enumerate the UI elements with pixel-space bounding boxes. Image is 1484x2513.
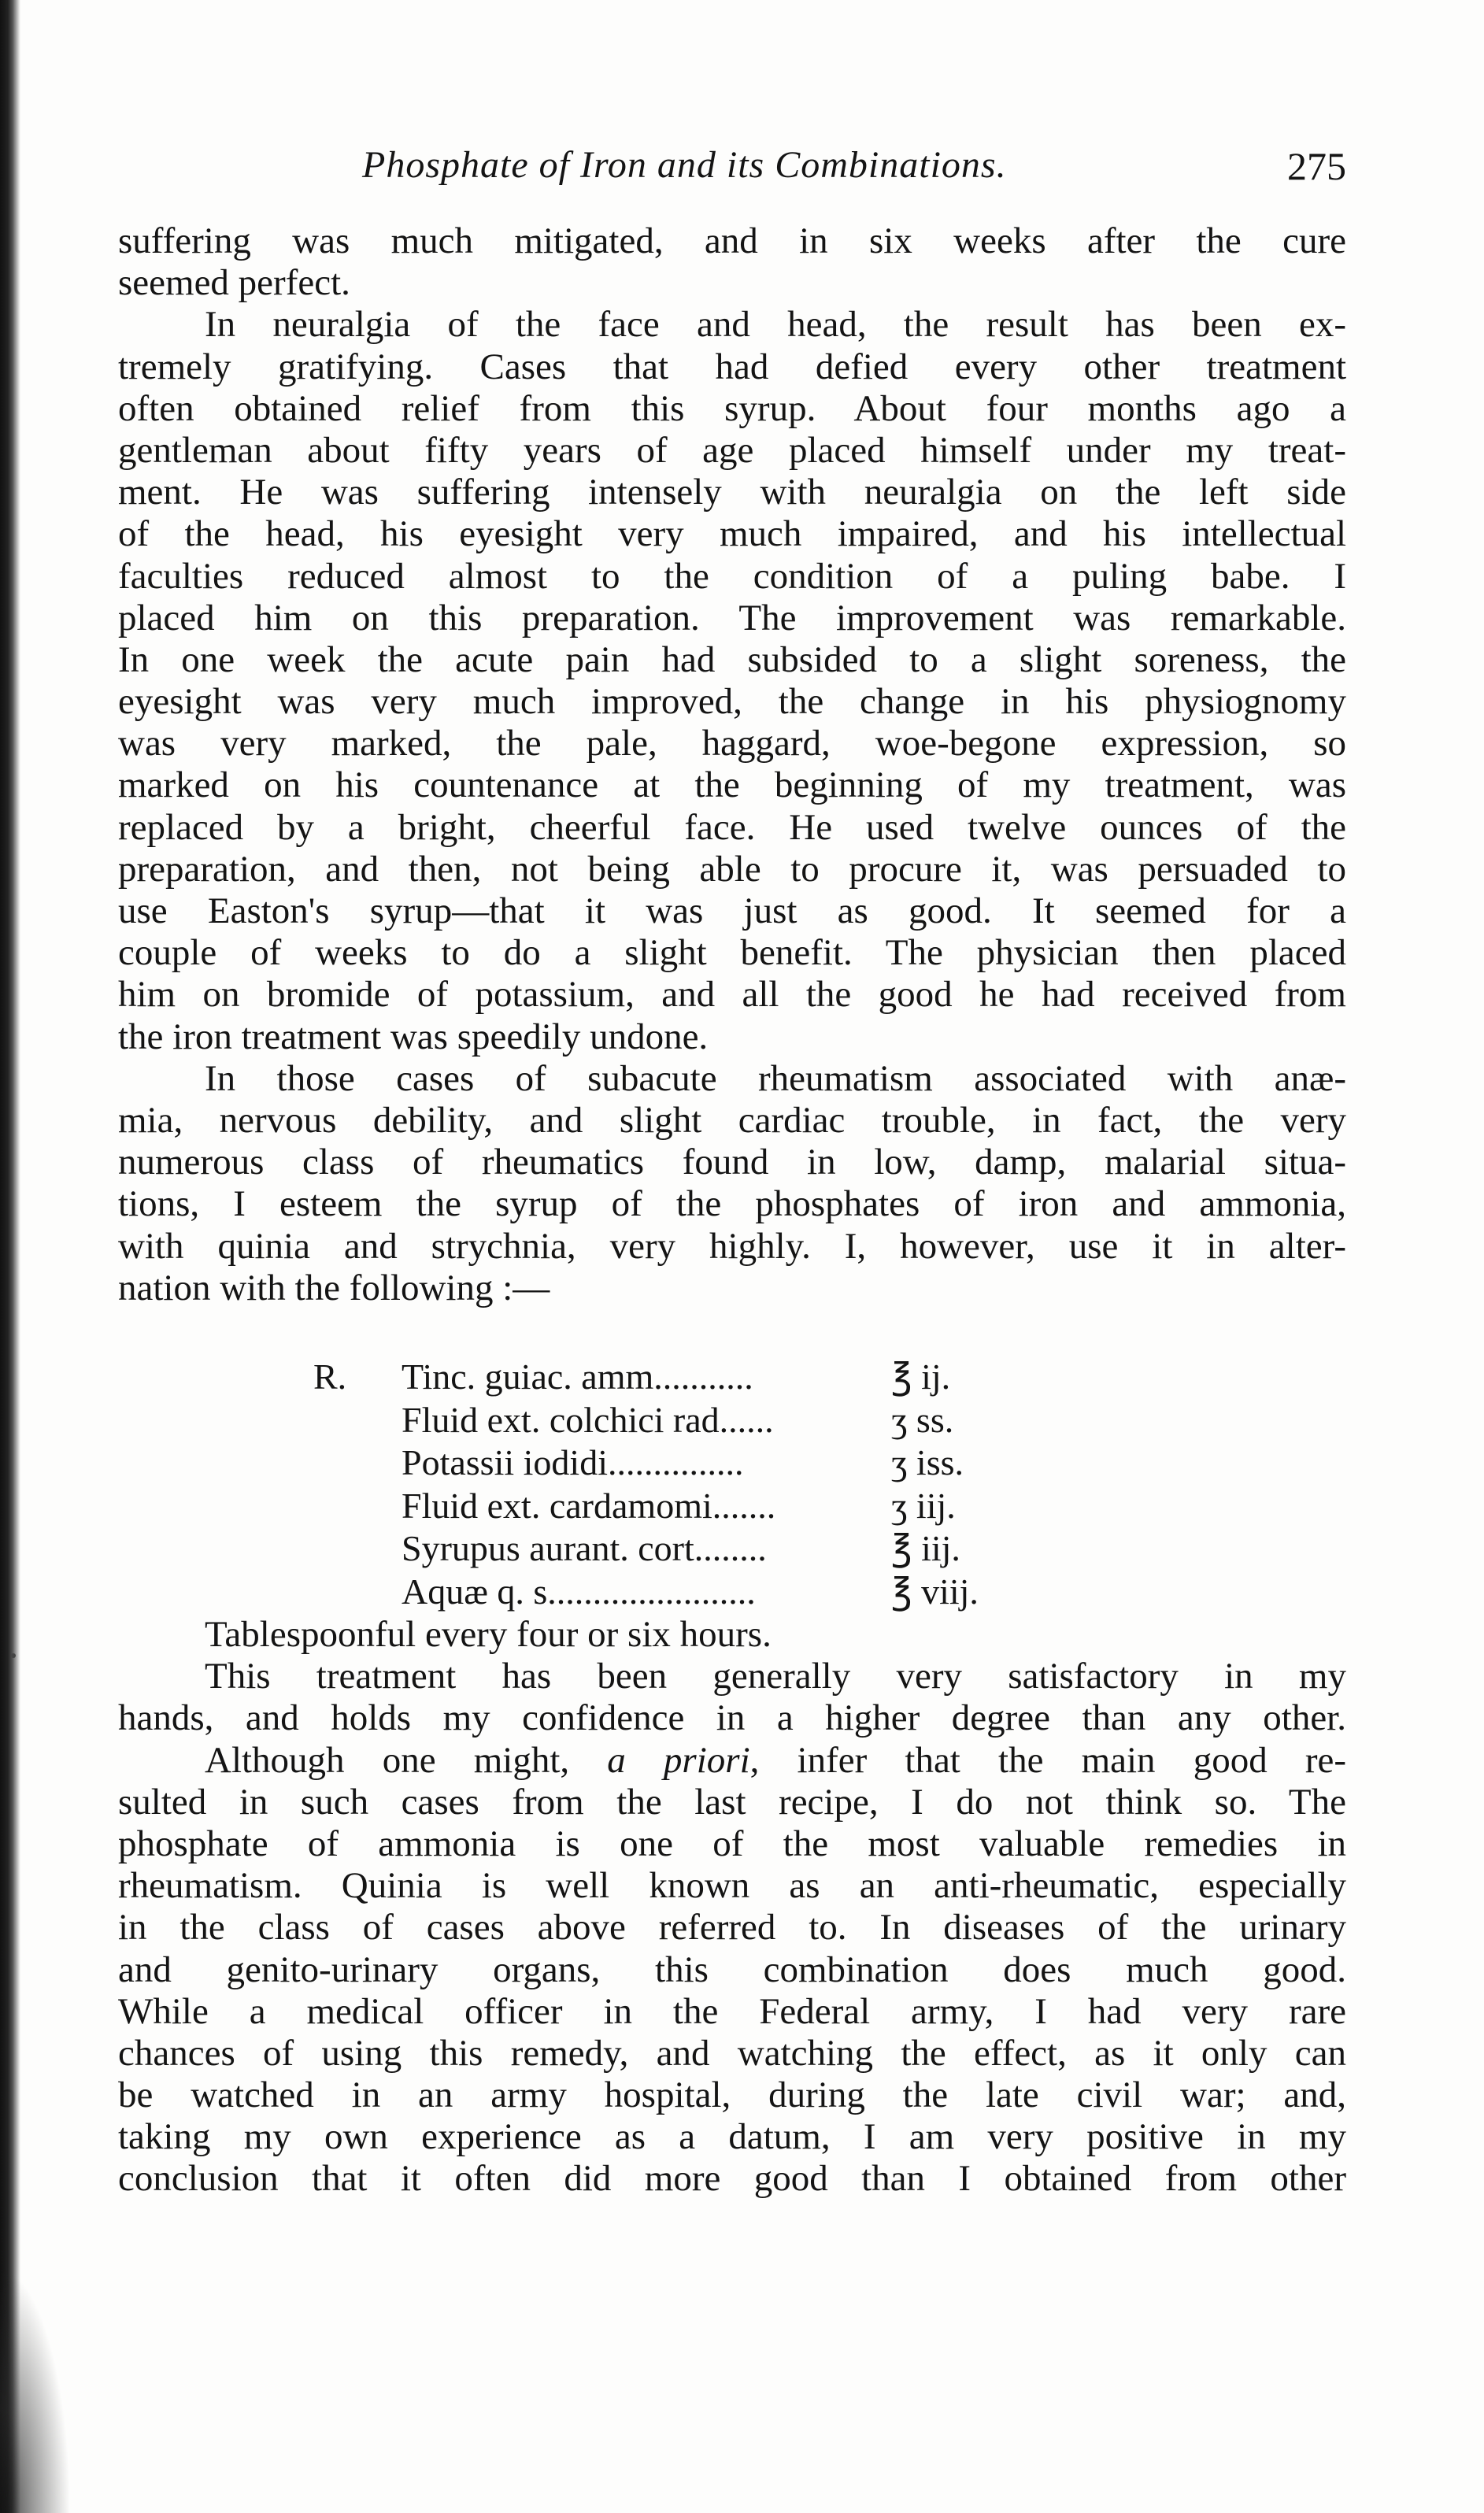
text-line: couple of weeks to do a slight benefit. The physician then placed bbox=[118, 932, 1346, 974]
text-line: sulted in such cases from the last recipe, I do not think so. The bbox=[118, 1781, 1346, 1823]
text-line: ment. He was suffering intensely with neuralgia on the left side bbox=[118, 472, 1346, 513]
text-line: placed him on this preparation. The improvement was remarkable. bbox=[118, 597, 1346, 638]
recipe-ingredient: Fluid ext. cardamomi....... bbox=[402, 1485, 776, 1526]
recipe-row bbox=[313, 1399, 1022, 1442]
recipe-row bbox=[313, 1571, 1022, 1614]
text-line: In neuralgia of the face and head, the result has been ex- bbox=[205, 304, 1346, 346]
text-line: chances of using this remedy, and watching the effect, as it only can bbox=[118, 2032, 1346, 2074]
body-text-top bbox=[118, 220, 1346, 1309]
text-line: seemed perfect. bbox=[118, 262, 350, 304]
recipe bbox=[313, 1356, 1022, 1613]
text-line: with quinia and strychnia, very highly. I, however, use it in alter- bbox=[118, 1225, 1346, 1267]
text-line: nation with the following :— bbox=[118, 1267, 550, 1308]
text-line: often obtained relief from this syrup. About four months ago a bbox=[118, 387, 1346, 429]
body-text-bottom bbox=[118, 1614, 1346, 2200]
text-line: tions, I esteem the syrup of the phosphates of iron and ammonia, bbox=[118, 1183, 1346, 1225]
recipe-dose: ʒ iss. bbox=[891, 1442, 964, 1482]
text-line: him on bromide of potassium, and all the good he had received from bbox=[118, 974, 1346, 1016]
binding-edge bbox=[0, 0, 20, 2513]
recipe-row bbox=[313, 1442, 1022, 1485]
text-line: was very marked, the pale, haggard, woe-begone expression, so bbox=[118, 723, 1346, 764]
text-line: In those cases of subacute rheumatism associated with anæ- bbox=[205, 1057, 1346, 1099]
running-head bbox=[118, 134, 1346, 197]
text-line: hands, and holds my confidence in a higher degree than any other. bbox=[118, 1697, 1346, 1739]
recipe-ingredient: Aquæ q. s....................... bbox=[402, 1571, 756, 1612]
italic-phrase: a priori bbox=[607, 1739, 750, 1781]
text-line: marked on his countenance at the beginning of my treatment, was bbox=[118, 764, 1346, 806]
recipe-ingredient: Fluid ext. colchici rad...... bbox=[402, 1399, 774, 1440]
page-number: 275 bbox=[1287, 144, 1346, 188]
stray-mark bbox=[11, 1653, 16, 1658]
text-line: preparation, and then, not being able to procure it, was persuaded to bbox=[118, 848, 1346, 890]
recipe-row bbox=[313, 1485, 1022, 1528]
text-line: conclusion that it often did more good than I obtained from other bbox=[118, 2158, 1346, 2200]
text-line: numerous class of rheumatics found in low, damp, malarial situa- bbox=[118, 1142, 1346, 1183]
recipe-dose: ʒ ss. bbox=[891, 1399, 954, 1440]
recipe-row bbox=[313, 1356, 1022, 1399]
recipe-dose: ℥ iij. bbox=[891, 1528, 960, 1568]
running-title: Phosphate of Iron and its Combinations. bbox=[362, 144, 1007, 186]
text-line: Tablespoonful every four or six hours. bbox=[205, 1614, 772, 1655]
recipe-ingredient: Potassii iodidi............... bbox=[402, 1442, 744, 1482]
binding-shadow bbox=[0, 2267, 71, 2513]
recipe-dose: ʒ iij. bbox=[891, 1485, 956, 1526]
text-line: taking my own experience as a datum, I am very positive in my bbox=[118, 2116, 1346, 2158]
text-line: faculties reduced almost to the condition of a puling babe. I bbox=[118, 555, 1346, 597]
text-line: Although one might, a priori, infer that the main good re- bbox=[205, 1739, 1346, 1781]
text-line: rheumatism. Quinia is well known as an anti-rheumatic, especially bbox=[118, 1865, 1346, 1907]
text-line: replaced by a bright, cheerful face. He used twelve ounces of the bbox=[118, 806, 1346, 848]
text-line: be watched in an army hospital, during the late civil war; and, bbox=[118, 2074, 1346, 2116]
recipe-ingredient: Syrupus aurant. cort........ bbox=[402, 1528, 767, 1568]
text-line: in the class of cases above referred to. In diseases of the urinary bbox=[118, 1907, 1346, 1949]
text-line: and genito-urinary organs, this combination does much good. bbox=[118, 1949, 1346, 1990]
text-line: While a medical officer in the Federal army, I had very rare bbox=[118, 1990, 1346, 2032]
text-line: This treatment has been generally very satisfactory in my bbox=[205, 1656, 1346, 1697]
text-line: use Easton's syrup—that it was just as good. It seemed for a bbox=[118, 890, 1346, 931]
recipe-row bbox=[313, 1527, 1022, 1571]
text-line: In one week the acute pain had subsided to a slight soreness, the bbox=[118, 638, 1346, 680]
recipe-symbol: R. bbox=[313, 1356, 347, 1397]
text-line: of the head, his eyesight very much impaired, and his intellectual bbox=[118, 513, 1346, 555]
text-line: suffering was much mitigated, and in six weeks after the cure bbox=[118, 220, 1346, 261]
text-line: phosphate of ammonia is one of the most valuable remedies in bbox=[118, 1823, 1346, 1864]
text-line: tremely gratifying. Cases that had defied every other treatment bbox=[118, 346, 1346, 387]
text-line: mia, nervous debility, and slight cardiac trouble, in fact, the very bbox=[118, 1099, 1346, 1141]
text-line: the iron treatment was speedily undone. bbox=[118, 1016, 709, 1057]
recipe-dose: ℥ viij. bbox=[891, 1571, 979, 1612]
text-line: eyesight was very much improved, the change in his physiognomy bbox=[118, 681, 1346, 723]
text-line: gentleman about fifty years of age placed himself under my treat- bbox=[118, 429, 1346, 471]
recipe-ingredient: Tinc. guiac. amm........... bbox=[402, 1356, 753, 1397]
recipe-dose: ℥ ij. bbox=[891, 1356, 951, 1397]
